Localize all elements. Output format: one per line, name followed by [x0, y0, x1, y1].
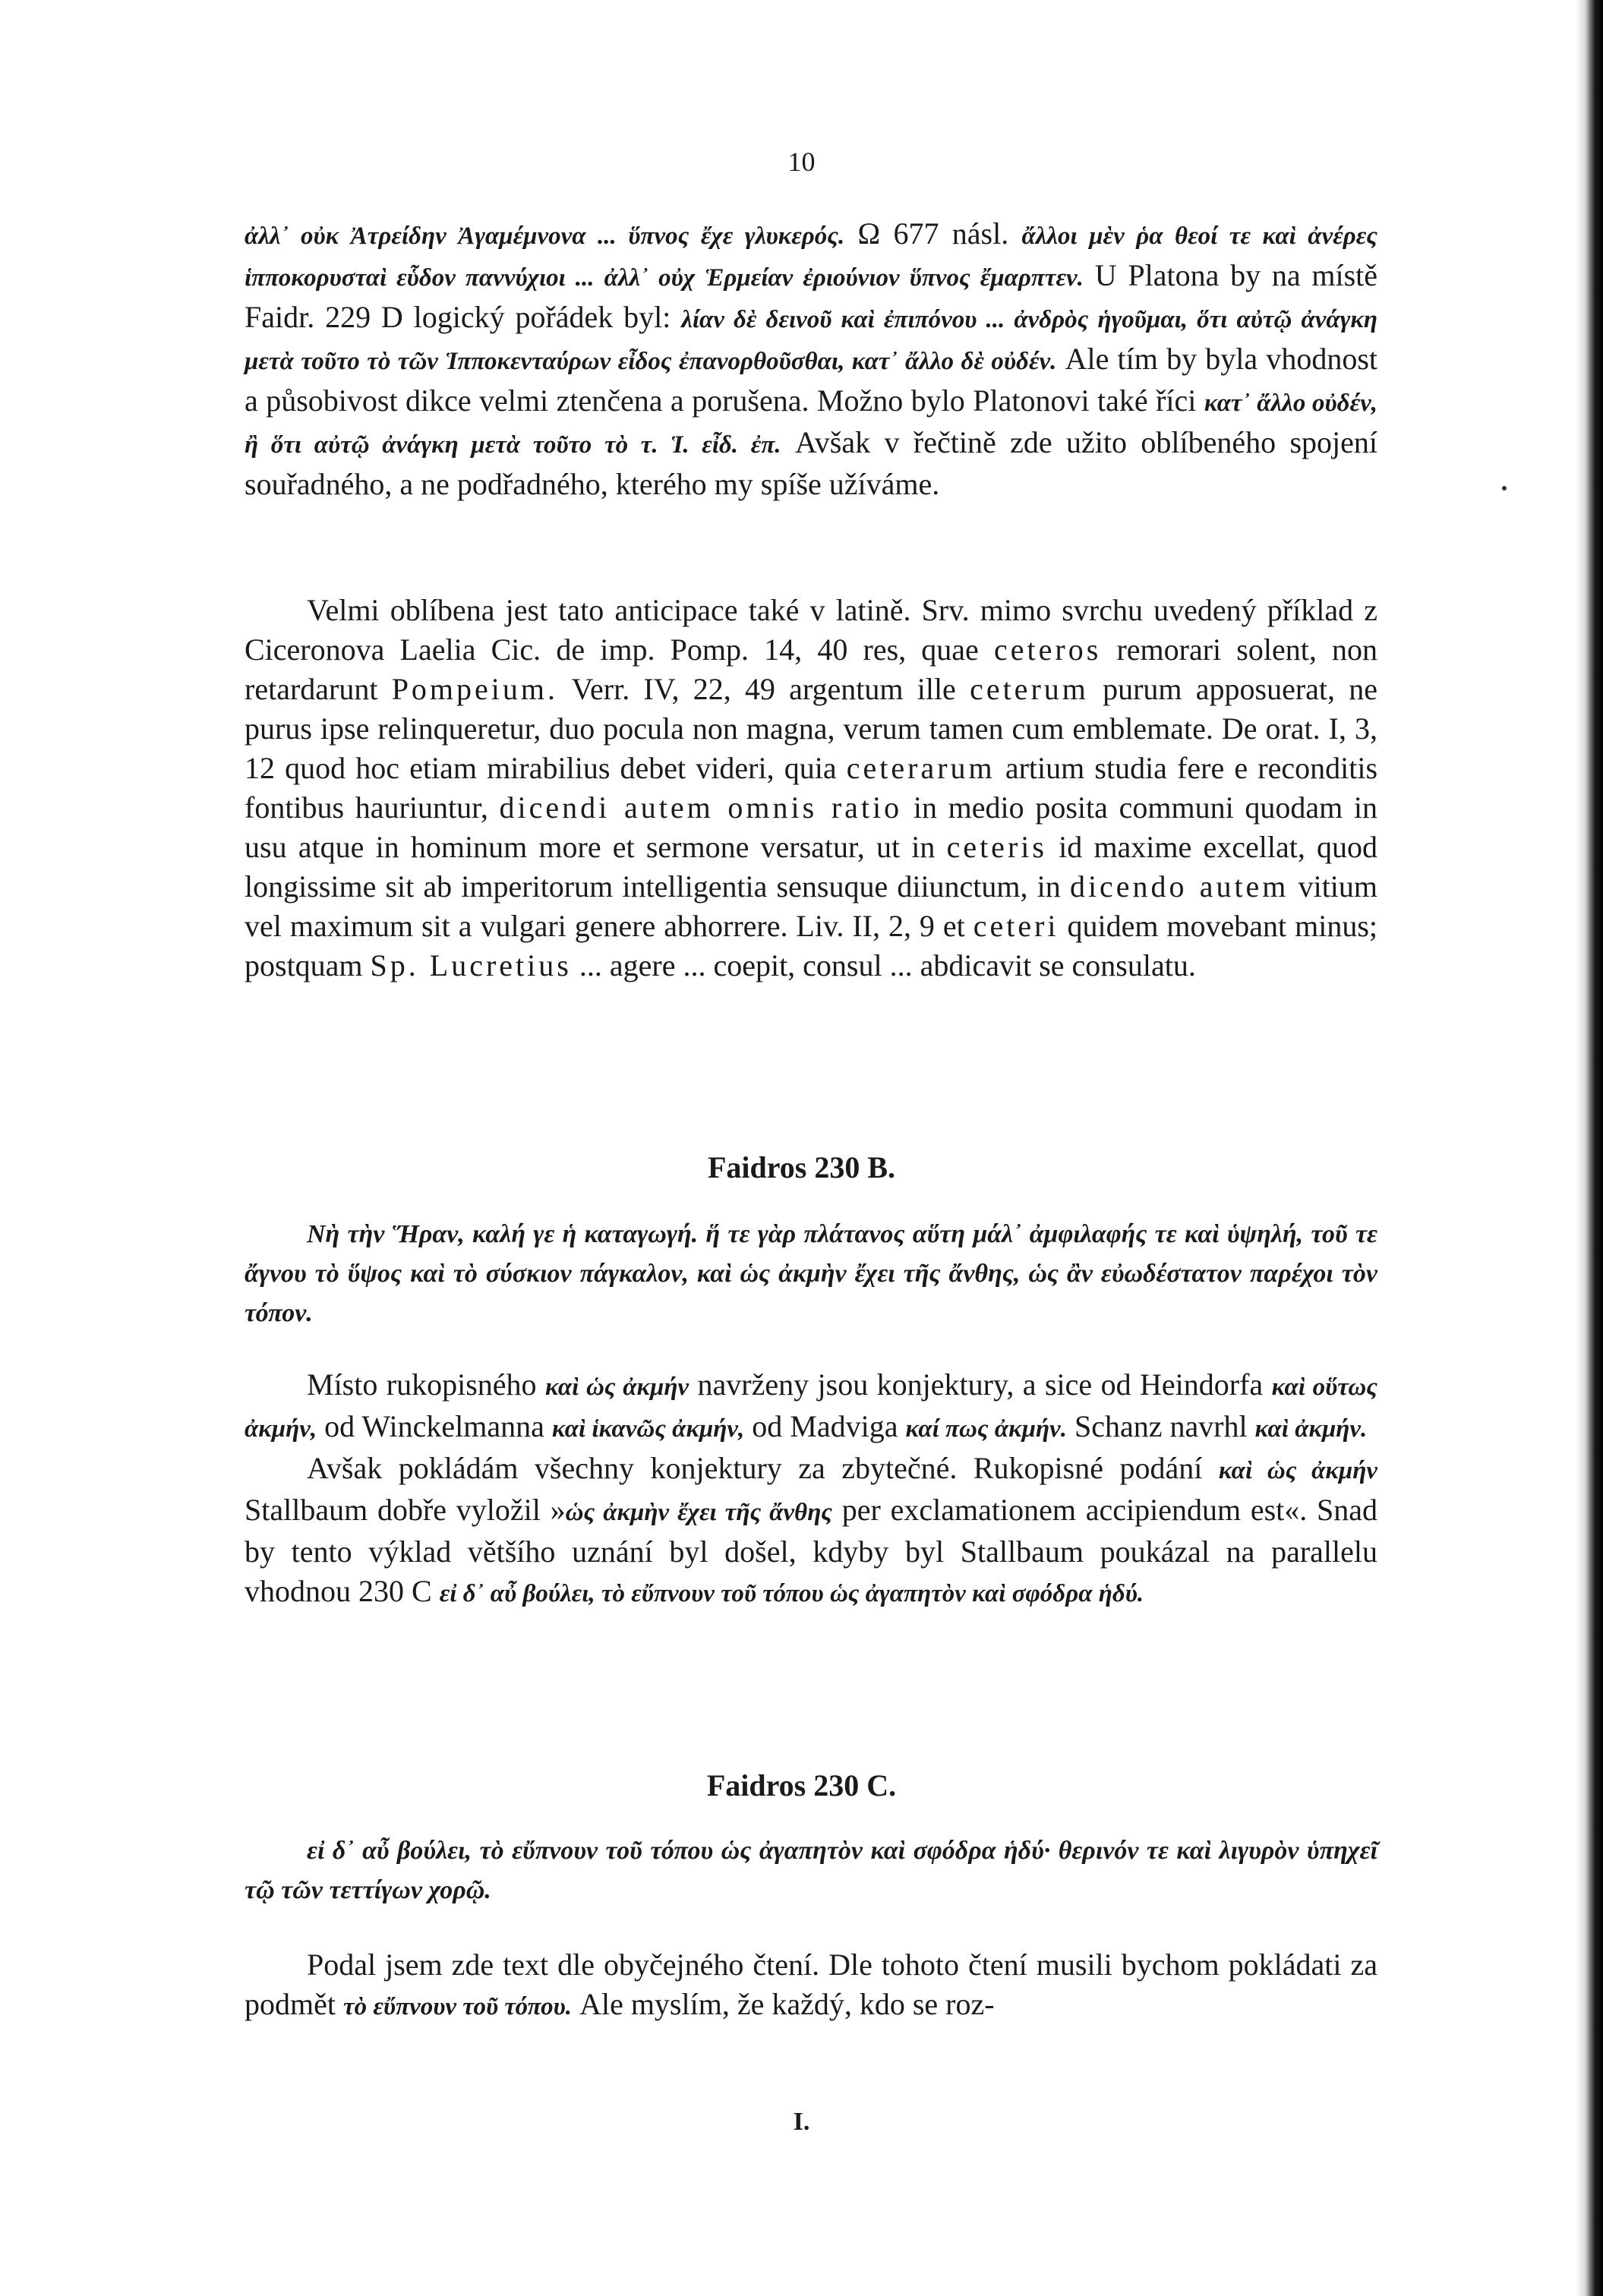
spaced-word: ceteros — [994, 632, 1102, 667]
greek-quote-platon: λίαν δὲ δεινοῦ καὶ ἐπιπόνου ... ἀνδρὸς ἡγοῦμαι, ὅτι αὐτῷ ἀνάγκη μετὰ τοῦτο τὸ τῶν Ἱπποκενταύρων εἶδος ἐπανορθοῦσθαι, κατ᾽ ἄλλο δὲ οὐδέν. — [245, 306, 1377, 375]
page-number: 10 — [787, 147, 816, 177]
greek-alternative: κατ᾽ ἄλλο οὐδέν, ἢ ὅτι αὐτῷ ἀνάγκη μετὰ τοῦτο τὸ τ. Ἱ. εἶδ. ἐπ. — [245, 390, 1378, 459]
closing-paragraph — [245, 1945, 1377, 2026]
konj-text-e: Schanz navrhl — [1074, 1409, 1248, 1443]
margin-mark — [1502, 486, 1507, 490]
dikce-remark: Ale tím by byla vhodnost a působivost dikce velmi ztenčena a porušena. Možno bylo Platonovi také říci — [245, 342, 1378, 418]
latin-text-g: id maxime excellat, quod longissime sit ab imperitorum intelligentia sensuque diiunctum, in — [245, 830, 1378, 904]
spaced-word: dicendi autem omnis ratio — [499, 790, 903, 825]
greek-quote-homer-1: ἀλλ᾽ οὐκ Ἀτρείδην Ἀγαμέμνονα ... ὕπνος ἔχε γλυκερός. — [245, 222, 845, 250]
greek-phrase: καὶ ὡς ἀκμήν — [545, 1374, 689, 1401]
greek-phrase: καὶ οὕτως ἀκμήν, — [245, 1374, 1378, 1443]
spaced-word: dicendo autem — [1069, 869, 1289, 904]
greek-quote-230c — [245, 1831, 1377, 1910]
greek-phrase: καὶ ὡς ἀκμήν — [1218, 1457, 1377, 1484]
latin-text-f: in medio posita communi quodam in usu atque in hominum more et sermone versatur, ut in — [245, 790, 1378, 864]
greek-phrase: τὸ εὔπνουν τοῦ τόπου. — [342, 1993, 573, 2020]
konj-text-d: od Madviga — [752, 1409, 898, 1443]
spaced-word: ceteri — [973, 909, 1059, 943]
homer-reference: Ω 677 násl. — [857, 216, 1009, 251]
greek-quote-230b-text: Νὴ τὴν Ἥραν, καλή γε ἡ καταγωγή. ἥ τε γὰρ πλάτανος αὕτη μάλ᾽ ἀμφιλαφής τε καὶ ὑψηλή, τοῦ τε ἄγνου τὸ ὕψος καὶ τὸ σύσκιον πάγκαλον, καὶ ὡς ἀκμὴν ἔχει τῆς ἄνθης, ὡς ἂν εὐωδέστατον παρέχοι τὸν τόπον. — [245, 1220, 1377, 1327]
syntax-remark: Avšak v řečtině zde užito oblíbeného spojení souřadného, a ne podřadného, kterého my spíše užíváme. — [245, 425, 1378, 501]
konj-text-g: Stallbaum dobře vyložil » — [245, 1493, 566, 1527]
closing-text-a: Podal jsem zde text dle obyčejného čtení. Dle tohoto čtení musili bychom pokládati za podmět — [245, 1948, 1377, 2021]
greek-quote-230c-text: εἰ δ᾽ αὖ βούλει, τὸ εὔπνουν τοῦ τόπου ὡς ἀγαπητὸν καὶ σφόδρα ἡδύ· θερινόν τε καὶ λιγυρὸν ὑπηχεῖ τῷ τῶν τεττίγων χορῷ. — [245, 1837, 1377, 1904]
konjektury-paragraph — [245, 1365, 1377, 1613]
signature-mark: I. — [793, 2108, 810, 2136]
latin-text-a: Velmi oblíbena jest tato anticipace také v latině. Srv. mimo svrchu uvedený příklad z Ciceronova Laelia Cic. de imp. Pomp. 14, 40 res, quae — [245, 593, 1377, 667]
section-heading-230b: Faidros 230 B. — [707, 1150, 896, 1184]
greek-phrase: καὶ ἱκανῶς ἀκμήν, — [551, 1415, 745, 1443]
latin-text-c: Verr. IV, 22, 49 argentum ille — [571, 672, 956, 706]
greek-phrase: καὶ ἀκμήν. — [1254, 1415, 1368, 1443]
spaced-word: Pompeium. — [391, 672, 559, 706]
section-heading-230c: Faidros 230 C. — [706, 1768, 897, 1802]
spaced-word: ceterum — [970, 672, 1089, 706]
closing-text-b: Ale myslím, že každý, kdo se roz- — [579, 1987, 995, 2021]
spaced-word: ceteris — [946, 830, 1047, 864]
latin-text-b: remorari solent, non retardarunt — [245, 632, 1378, 706]
greek-phrase: εἰ δ᾽ αὖ βούλει, τὸ εὔπνουν τοῦ τόπου ὡς ἀγαπητὸν καὶ σφόδρα ἡδύ. — [439, 1580, 1144, 1607]
latin-text-h: vitium vel maximum sit a vulgari genere abhorrere. Liv. II, 2, 9 et — [245, 869, 1378, 943]
intro-paragraph — [245, 214, 1377, 504]
konj-text-c: od Winckelmanna — [324, 1409, 544, 1443]
spaced-word: ceterarum — [846, 751, 996, 785]
konj-text-f: Avšak pokládám všechny konjektury za zbytečné. Rukopisné podání — [307, 1451, 1203, 1485]
latin-paragraph — [245, 591, 1377, 986]
konj-text-h: per exclamationem accipiendum est«. Snad by tento výklad většího uznání byl došel, kdyby byl Stallbaum poukázal na parallelu vhodnou 230 C — [245, 1493, 1378, 1608]
konj-text-a: Místo rukopisného — [307, 1367, 537, 1402]
latin-text-i: quidem movebant minus; postquam — [245, 909, 1378, 982]
spaced-word: Sp. Lucretius — [370, 948, 572, 982]
greek-phrase: ὡς ἀκμὴν ἔχει τῆς ἄνθης — [565, 1499, 833, 1526]
latin-text-e: artium studia fere e reconditis fontibus hauriuntur, — [245, 751, 1378, 825]
greek-quote-230b — [245, 1215, 1377, 1333]
greek-phrase: καί πως ἀκμήν. — [905, 1415, 1067, 1443]
greek-quote-homer-2: ἄλλοι μὲν ῥα θεοί τε καὶ ἀνέρες ἱπποκορυσταὶ εὗδον παννύχιοι ... ἀλλ᾽ οὐχ Ἑρμείαν ἐριούνιον ὕπνος ἔμαρπτεν. — [245, 222, 1377, 292]
platon-remark: U Platona by na místě Faidr. 229 D logický pořádek byl: — [245, 258, 1378, 334]
latin-text-j: ... agere ... coepit, consul ... abdicavit se consulatu. — [579, 948, 1196, 982]
latin-text-d: purum apposuerat, ne purus ipse relinqueretur, duo pocula non magna, verum tamen cum emblemate. De orat. I, 3, 12 quod hoc etiam mirabilius debet videri, quia — [245, 672, 1378, 785]
konj-text-b: navrženy jsou konjektury, a sice od Heindorfa — [697, 1367, 1264, 1402]
page-edge-shadow — [1576, 0, 1603, 2296]
